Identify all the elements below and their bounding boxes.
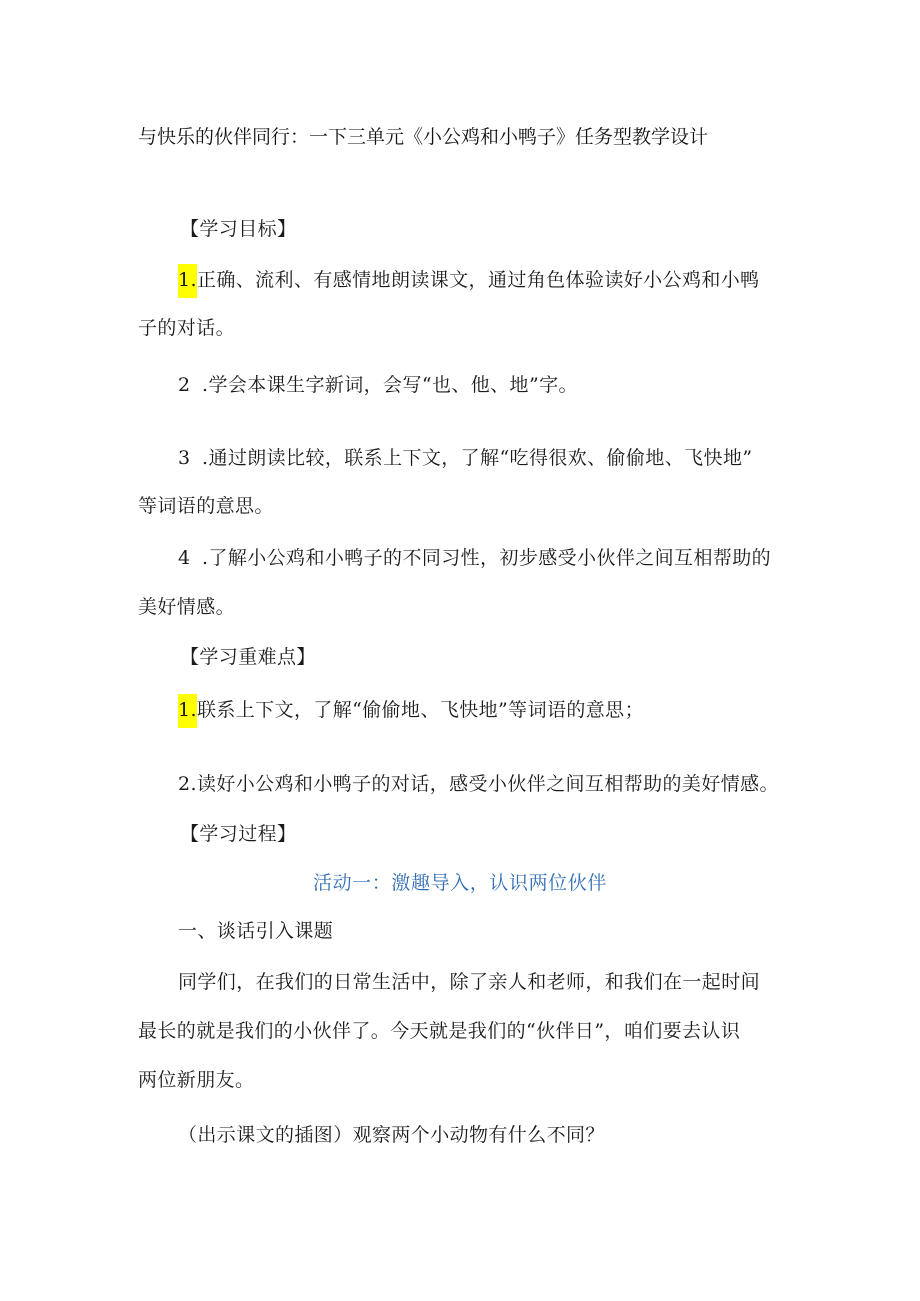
- objective-1-line-2: 子的对话。: [138, 317, 236, 339]
- key-point-1-text: 联系上下文，了解“偷偷地、飞快地”等词语的意思；: [196, 699, 644, 721]
- section-1-title: 一、谈话引入课题: [178, 920, 334, 942]
- paragraph-2: （出示课文的插图）观察两个小动物有什么不同？: [178, 1124, 605, 1146]
- objectives-heading: 【学习目标】: [180, 218, 297, 240]
- activity-1-title: 活动一：激趣导入，认识两位伙伴: [312, 872, 607, 894]
- objective-2-text: .学会本课生字新词，会写“也、他、地”字。: [202, 374, 578, 396]
- paragraph-1-line-2: 最长的就是我们的小伙伴了。今天就是我们的“伙伴日”，咱们要去认识: [138, 1020, 741, 1042]
- process-heading: 【学习过程】: [180, 823, 297, 845]
- objective-4-line-1: [178, 546, 771, 570]
- objective-3-line-1: [178, 446, 752, 470]
- objective-3-text: .通过朗读比较，联系上下文，了解“吃得很欢、偷偷地、飞快地”: [202, 447, 753, 469]
- key-point-1: [178, 698, 644, 728]
- key-point-1-number: 1.: [178, 694, 197, 728]
- paragraph-1-line-3: 两位新朋友。: [138, 1069, 255, 1091]
- key-points-heading: 【学习重难点】: [180, 646, 316, 668]
- objective-2: [178, 373, 578, 397]
- paragraph-1-line-1: 同学们，在我们的日常生活中，除了亲人和老师，和我们在一起时间: [178, 971, 761, 993]
- objective-3-number: 3: [178, 447, 191, 469]
- document-title: 与快乐的伙伴同行：一下三单元《小公鸡和小鸭子》任务型教学设计: [138, 126, 709, 148]
- objective-4-line-2: 美好情感。: [138, 596, 236, 618]
- objective-1-line-1: [178, 268, 760, 298]
- key-point-2: 2.读好小公鸡和小鸭子的对话，感受小伙伴之间互相帮助的美好情感。: [178, 773, 779, 795]
- objective-1-number: 1.: [178, 264, 197, 298]
- objective-1-text: 正确、流利、有感情地朗读课文，通过角色体验读好小公鸡和小鸭: [196, 269, 760, 291]
- objective-2-number: 2: [178, 374, 191, 396]
- objective-4-text: .了解小公鸡和小鸭子的不同习性，初步感受小伙伴之间互相帮助的: [202, 547, 772, 569]
- objective-4-number: 4: [178, 547, 191, 569]
- objective-3-line-2: 等词语的意思。: [138, 495, 274, 517]
